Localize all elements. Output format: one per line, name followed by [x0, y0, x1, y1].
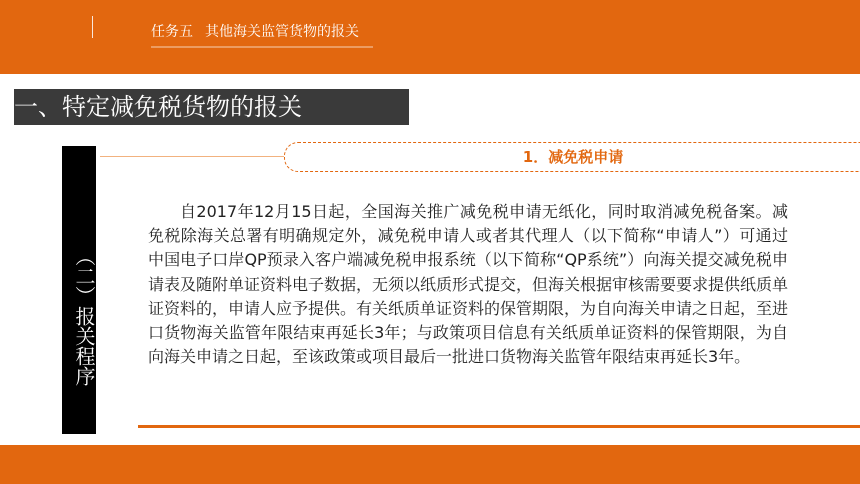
- header-divider: [92, 16, 93, 38]
- side-label-bar: [62, 146, 96, 434]
- footer-bar: [0, 445, 860, 484]
- task-title: 其他海关监管货物的报关: [205, 24, 359, 40]
- subtitle-text: 1．减免税申请: [522, 148, 624, 166]
- header-underline: [151, 46, 373, 48]
- section-title: [14, 89, 409, 125]
- section-title-text: 一、特定减免税货物的报关: [14, 93, 302, 121]
- task-label: 任务五: [151, 24, 193, 40]
- side-label: （二）报关程序: [72, 246, 96, 386]
- header-bar: [0, 0, 860, 74]
- subtitle-box: [284, 142, 860, 172]
- header-title: [151, 21, 359, 41]
- body-paragraph: 自2017年12月15日起，全国海关推广减免税申请无纸化，同时取消减免税备案。减免税除海关总署有明确规定外，减免税申请人或者其代理人（以下简称“申请人”）可通过中国电子口岸QP预录入客户端减免税申报系统（以下简称“QP系统”）向海关提交减免税申请表及随附单证资料电子数据，无须以纸质形式提交，但海关根据审核需要要求提供纸质单证资料的，申请人应予提供。有关纸质单证资料的保管期限，为自向海关申请之日起，至进口货物海关监管年限结束再延长3年；与政策项目信息有关纸质单证资料的保管期限，为自向海关申请之日起，至该政策或项目最后一批进口货物海关监管年限结束再延长3年。: [148, 202, 789, 367]
- bottom-rule: [138, 425, 860, 428]
